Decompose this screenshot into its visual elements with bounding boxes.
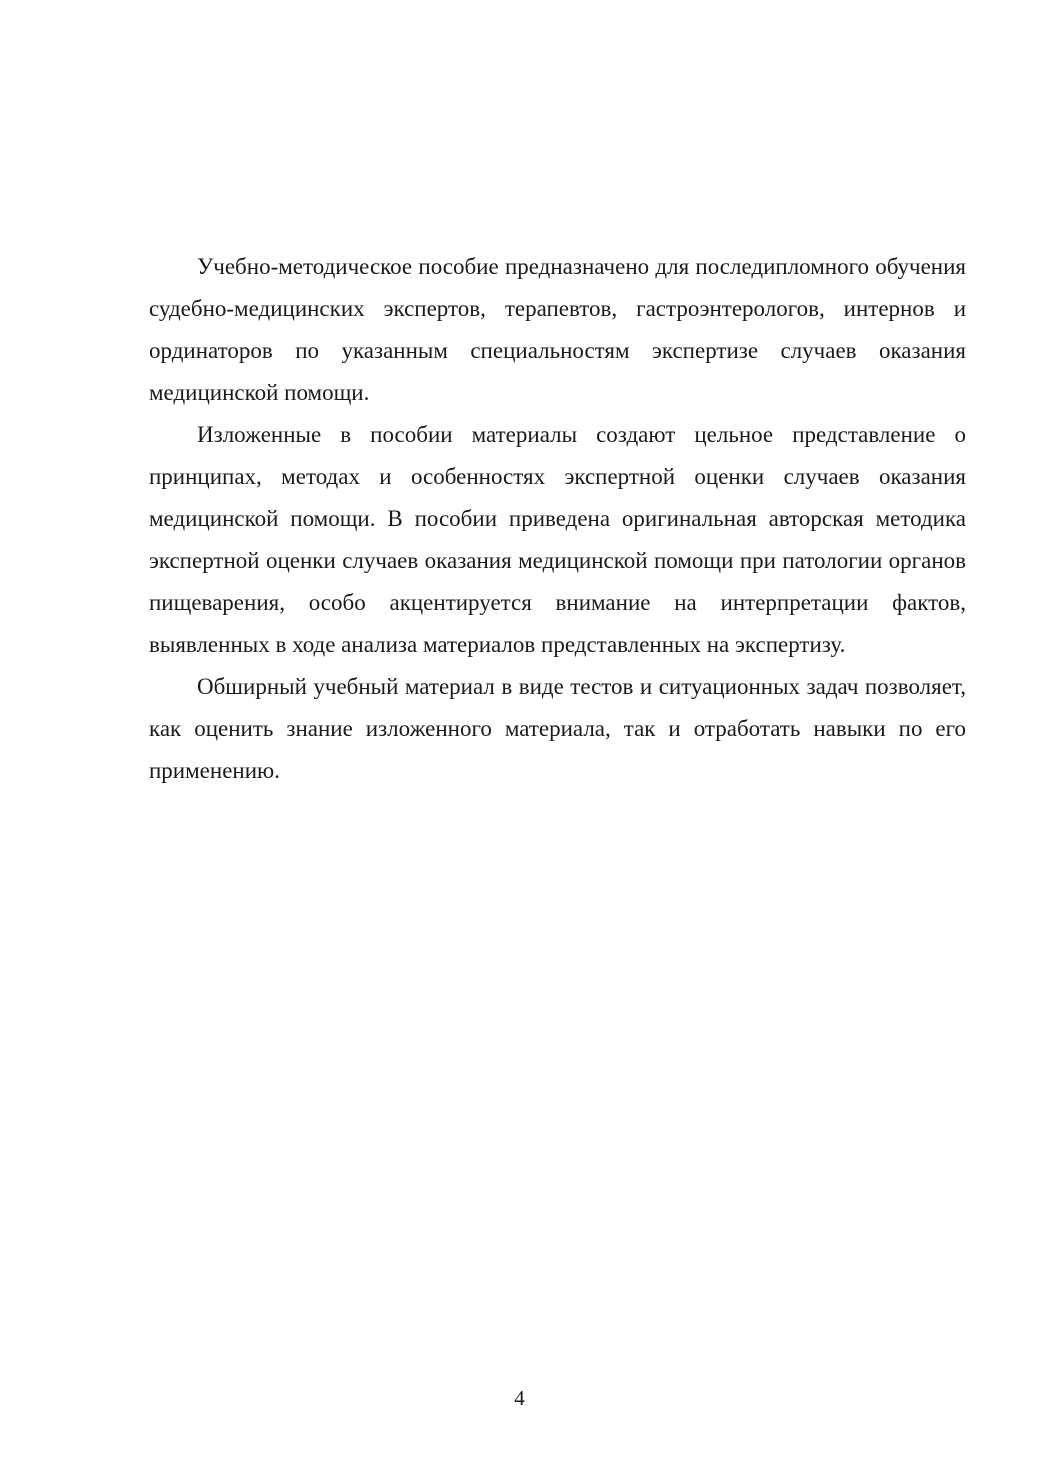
paragraph-1: Учебно-методическое пособие предназначено для последипломного обучения судебно-медицинских экспертов, терапевтов, гастроэнтерологов, интернов и ординаторов по указанным специальностям экспертизе случаев оказания медицинской помощи. [149,254,966,405]
page-number: 4 [514,1386,525,1410]
paragraph-2: Изложенные в пособии материалы создают цельное представление о принципах, методах и особенностях экспертной оценки случаев оказания медицинской помощи. В пособии приведена оригинальная авторская методика экспертной оценки случаев оказания медицинской помощи при патологии органов пищеварения, особо акцентируется внимание на интерпретации фактов, выявленных в ходе анализа материалов представленных на экспертизу. [149,422,966,657]
body-text [149,246,966,792]
paragraph-3: Обширный учебный материал в виде тестов и ситуационных задач позволяет, как оценить знание изложенного материала, так и отработать навыки по его применению. [149,674,966,783]
